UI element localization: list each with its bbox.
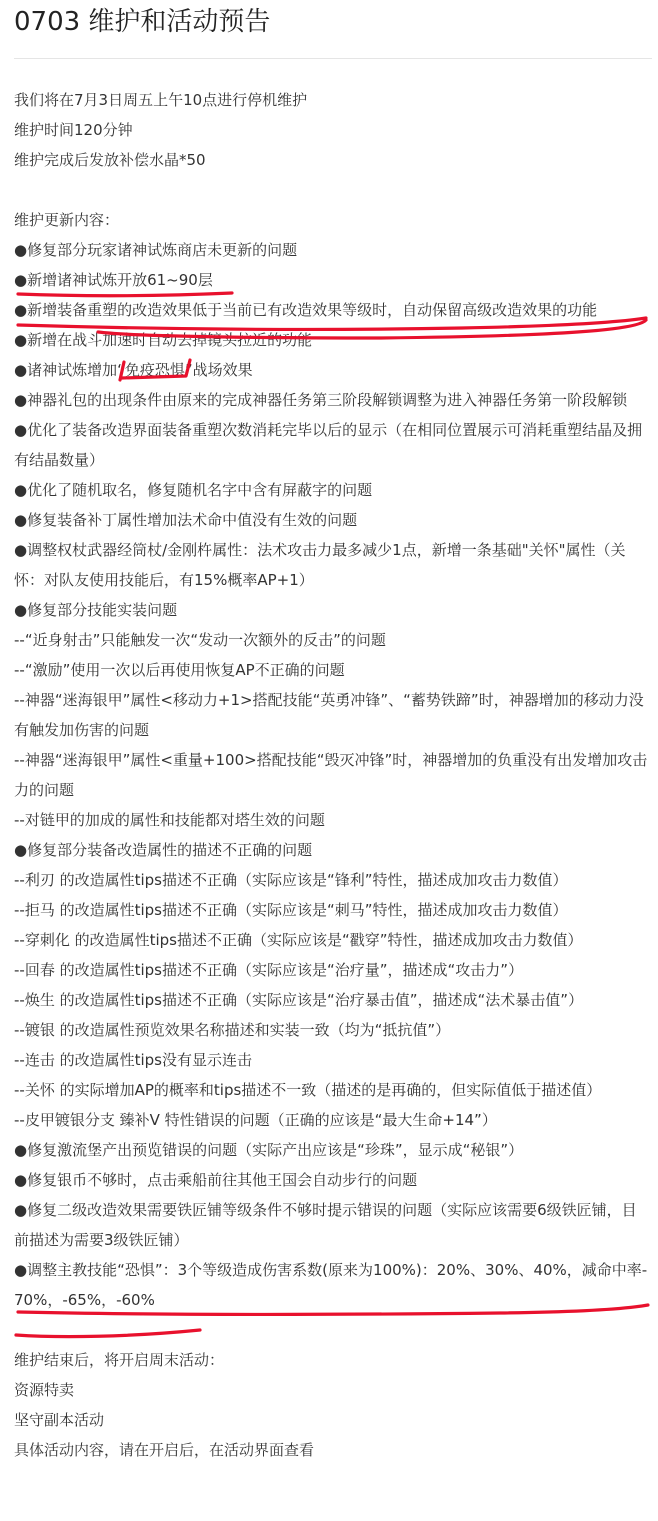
text-line: --神器“迷海银甲”属性<移动力+1>搭配技能“英勇冲锋”、“蓄势铁蹄”时，神器增加的移动力没有触发加伤害的问题 [14,691,644,739]
text-line: --拒马 的改造属性tips描述不正确（实际应该是“刺马”特性，描述成加攻击力数值） [14,901,568,919]
text-line: ●优化了装备改造界面装备重塑次数消耗完毕以后的显示（在相同位置展示可消耗重塑结晶及拥有结晶数量） [14,421,643,469]
text-line: 坚守副本活动 [14,1411,105,1429]
text-line: --皮甲镀银分支 臻补V 特性错误的问题（正确的应该是“最大生命+14”） [14,1111,497,1129]
blank-line [14,1315,650,1345]
text-line: 维护更新内容： [14,211,120,229]
text-line: ●修复二级改造效果需要铁匠铺等级条件不够时提示错误的问题（实际应该需要6级铁匠铺，目前描述为需要3级铁匠铺） [14,1201,637,1249]
text-line: --对链甲的加成的属性和技能都对塔生效的问题 [14,811,325,829]
text-line: 维护完成后发放补偿水晶*50 [14,151,206,169]
text-line: --利刃 的改造属性tips描述不正确（实际应该是“锋利”特性，描述成加攻击力数值） [14,871,568,889]
text-line: ●新增在战斗加速时自动去掉镜头拉近的功能 [14,331,313,349]
text-line: 资源特卖 [14,1381,75,1399]
text-line: 我们将在7月3日周五上午10点进行停机维护 [14,91,308,109]
text-line: --关怀 的实际增加AP的概率和tips描述不一致（描述的是再确的，但实际值低于描述值） [14,1081,602,1099]
text-line: ●神器礼包的出现条件由原来的完成神器任务第三阶段解锁调整为进入神器任务第一阶段解锁 [14,391,628,409]
text-line: 具体活动内容，请在开启后，在活动界面查看 [14,1441,315,1459]
text-line: ●修复装备补丁属性增加法术命中值没有生效的问题 [14,511,358,529]
text-line: ●新增诸神试炼开放61~90层 [14,271,213,289]
text-line: ●新增装备重塑的改造效果低于当前已有改造效果等级时，自动保留高级改造效果的功能 [14,301,598,319]
text-line: --“近身射击”只能触发一次“发动一次额外的反击”的问题 [14,631,386,649]
text-line: --连击 的改造属性tips没有显示连击 [14,1051,252,1069]
text-line: ●修复激流堡产出预览错误的问题（实际产出应该是“珍珠”，显示成“秘银”） [14,1141,524,1159]
text-line: 维护结束后，将开启周末活动： [14,1351,225,1369]
text-line: --回春 的改造属性tips描述不正确（实际应该是“治疗量”，描述成“攻击力”） [14,961,524,979]
text-line: ●优化了随机取名，修复随机名字中含有屏蔽字的问题 [14,481,373,499]
blank-line [14,175,650,205]
text-line: --镀银 的改造属性预览效果名称描述和实装一致（均为“抵抗值”） [14,1021,451,1039]
text-line: ●修复部分装备改造属性的描述不正确的问题 [14,841,313,859]
page-title: 0703 维护和活动预告 [14,7,271,37]
text-line: --焕生 的改造属性tips描述不正确（实际应该是“治疗暴击值”，描述成“法术暴击值”） [14,991,584,1009]
text-line: ●修复部分玩家诸神试炼商店未更新的问题 [14,241,298,259]
text-line: --神器“迷海银甲”属性<重量+100>搭配技能“毁灭冲锋”时，神器增加的负重没有出发增加攻击力的问题 [14,751,648,799]
text-line: ●调整权杖武器经筒杖/金刚杵属性：法术攻击力最多减少1点，新增一条基础"关怀"属性（关怀：对队友使用技能后，有15%概率AP+1） [14,541,626,589]
text-line: ●诸神试炼增加“免疫恐惧”战场效果 [14,361,253,379]
text-line: --穿刺化 的改造属性tips描述不正确（实际应该是“戳穿”特性，描述成加攻击力数值） [14,931,583,949]
text-line: ●调整主教技能“恐惧”：3个等级造成伤害系数(原来为100%)：20%、30%、40%，减命中率-70%，-65%，-60% [14,1261,648,1309]
text-line: ●修复部分技能实装问题 [14,601,178,619]
announcement-body [14,85,650,1465]
text-line: --“激励”使用一次以后再使用恢复AP不正确的问题 [14,661,345,679]
text-line: 维护时间120分钟 [14,121,133,139]
text-line: ●修复银币不够时，点击乘船前往其他王国会自动步行的问题 [14,1171,418,1189]
title-divider [14,58,652,59]
